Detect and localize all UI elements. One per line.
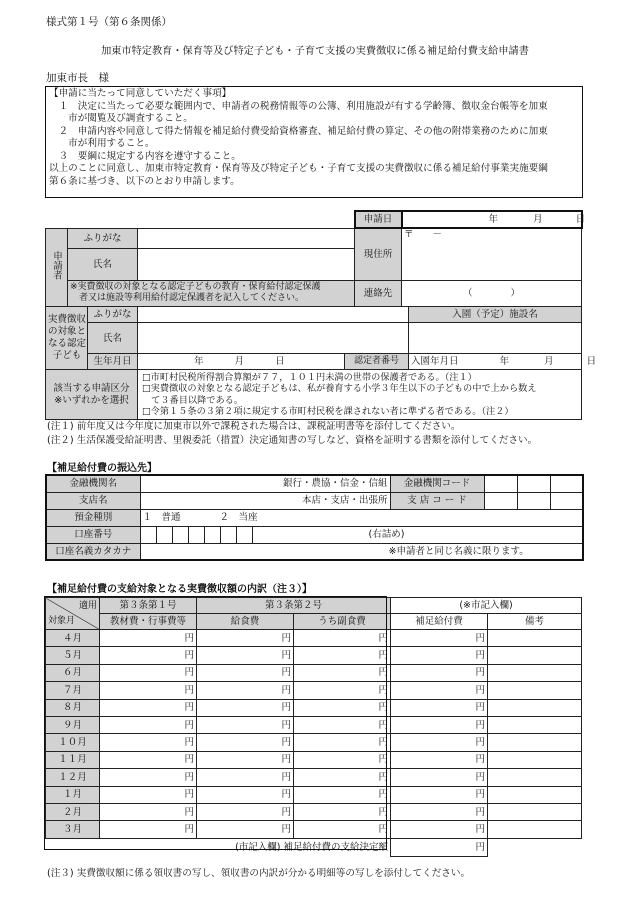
child-furigana-field[interactable] (138, 307, 409, 323)
deposit-option-current[interactable]: ２ 当座 (219, 512, 258, 523)
materials-amount[interactable]: 円 (100, 803, 197, 820)
account-right-align-note: (右詰め) (252, 526, 583, 543)
consent-closing: 以上のことに同意し、加東市特定教育・保育等及び特定子ども・子育て支援の実費徴収に係る補足給付事業実施要綱 (49, 163, 548, 174)
side-dish-amount[interactable]: 円 (294, 647, 391, 664)
address-label: 現住所 (355, 228, 402, 280)
city-use-header: (※市記入欄) (391, 598, 582, 614)
table-row (46, 821, 582, 838)
materials-amount[interactable]: 円 (100, 821, 197, 838)
form-title: 加東市特定教育・保育等及び特定子ども・子育て支援の実費徴収に係る補足給付費支給申請書 (101, 46, 529, 57)
month-label: ３月 (46, 821, 100, 838)
art3-1-header: 第３条第１号 (100, 598, 197, 614)
addressee: 加東市長 様 (46, 72, 109, 84)
child-furigana-label: ふりがな (88, 307, 138, 323)
meal-amount[interactable]: 円 (197, 699, 294, 716)
consent-heading: 【申請に当たって同意していただく事項】 (49, 88, 232, 99)
branch-code-label: 支 店 コ ー ド (390, 492, 484, 509)
contact-label: 連絡先 (355, 280, 402, 306)
remarks-field[interactable] (488, 751, 582, 768)
materials-amount[interactable]: 円 (100, 734, 197, 751)
category-option-2[interactable]: □実費徴収の対象となる認定子どもは、私が養育する小学３年生以下の子どもの中で上から数え (142, 383, 537, 394)
benefit-amount[interactable]: 円 (391, 630, 488, 647)
child-name-field[interactable] (138, 323, 409, 354)
month-label: ８月 (46, 699, 100, 716)
category-option-1[interactable]: □市町村民税所得割合算額が７７，１０１円未満の世帯の保護者である。（注１） (142, 371, 477, 383)
benefit-amount[interactable]: 円 (391, 647, 488, 664)
side-dish-amount[interactable]: 円 (294, 821, 391, 838)
table-row (46, 786, 582, 803)
month-label: ７月 (46, 682, 100, 699)
category-option-3[interactable]: □令第１５条の３第２項に規定する市町村民税を課されない者に準ずる者である。（注２） (142, 406, 514, 417)
remarks-field[interactable] (488, 734, 582, 751)
meal-header: 給食費 (197, 614, 294, 630)
applicant-note: ※実費徴収の対象となる認定子どもの教育・保育給付認定保護 者又は施設等利用給付認定保護者を記入してください。 (68, 280, 355, 306)
meal-amount[interactable]: 円 (197, 734, 294, 751)
account-number-label: 口座番号 (46, 526, 140, 543)
branch-code-digit[interactable] (484, 492, 517, 509)
remarks-field[interactable] (488, 716, 582, 733)
facility-field[interactable] (409, 323, 582, 354)
materials-amount[interactable]: 円 (100, 699, 197, 716)
category-options (138, 370, 582, 420)
side-dish-amount[interactable]: 円 (294, 699, 391, 716)
month-label: １２月 (46, 769, 100, 786)
branch-code-digit[interactable] (550, 492, 583, 509)
bank-code-label: 金融機関コード (390, 475, 484, 492)
consent-item-1: １ 決定に当たって必要な範囲内で、申請者の税務情報等の公簿、利用施設が有する学齢簿、徴収金台帳等を加東 (49, 100, 548, 112)
bank-name-label: 金融機関名 (46, 475, 140, 492)
note-3: (注３) 実費徴収額に係る領収書の写し、領収書の内訳が分かる明細等の写しを添付してください。 (47, 868, 471, 879)
bank-table (45, 474, 584, 561)
entry-date-field[interactable]: 入園年月日 年 月 日 (409, 354, 582, 370)
table-row (46, 751, 582, 768)
side-dish-header: うち副食費 (294, 614, 391, 630)
month-label: ６月 (46, 664, 100, 681)
dob-label: 生年月日 (88, 354, 138, 370)
bank-code-digit[interactable] (550, 475, 583, 492)
remarks-header: 備考 (488, 614, 582, 630)
account-digit[interactable] (204, 526, 220, 543)
meal-amount[interactable]: 円 (197, 751, 294, 768)
benefit-header: 補足給付費 (391, 614, 488, 630)
materials-amount[interactable]: 円 (100, 664, 197, 681)
account-digit[interactable] (172, 526, 188, 543)
materials-amount[interactable]: 円 (100, 786, 197, 803)
breakdown-heading: 【補足給付費の支給対象となる実費徴収額の内訳（注３）】 (47, 584, 312, 595)
table-row (46, 734, 582, 751)
side-dish-amount[interactable]: 円 (294, 664, 391, 681)
decision-amount[interactable]: 円 (391, 838, 488, 856)
bank-name-field[interactable]: 銀行・農協・信金・信組 (140, 475, 390, 492)
account-holder-label: 口座名義カタカナ (46, 543, 140, 560)
art3-2-header: 第３条第２号 (197, 598, 391, 614)
remarks-field[interactable] (488, 699, 582, 716)
month-label: １１月 (46, 751, 100, 768)
meal-amount[interactable]: 円 (197, 716, 294, 733)
applicant-furigana-label: ふりがな (68, 228, 138, 248)
meal-amount[interactable]: 円 (197, 821, 294, 838)
category-label: 該当する申請区分 ※いずれかを選択 (46, 370, 138, 420)
applicant-name-field[interactable] (138, 248, 355, 280)
side-dish-amount[interactable]: 円 (294, 682, 391, 699)
side-dish-amount[interactable]: 円 (294, 716, 391, 733)
side-dish-amount[interactable]: 円 (294, 786, 391, 803)
month-label: １月 (46, 786, 100, 803)
table-row (46, 769, 582, 786)
benefit-amount[interactable]: 円 (391, 716, 488, 733)
applicant-side-label: 申請者 (46, 228, 68, 306)
table-row (46, 647, 582, 664)
remarks-field[interactable] (488, 803, 582, 820)
benefit-amount[interactable]: 円 (391, 699, 488, 716)
account-digit[interactable] (156, 526, 172, 543)
remarks-field[interactable] (488, 786, 582, 803)
deposit-option-ordinary[interactable]: １ 普通 (142, 512, 181, 523)
note-2: (注２) 生活保護受給証明書、里親委託（措置）決定通知書の写しなど、資格を証明する書類を添付してください。 (47, 435, 538, 446)
account-digit[interactable] (220, 526, 236, 543)
remarks-field[interactable] (488, 630, 582, 647)
remarks-field[interactable] (488, 664, 582, 681)
account-digit[interactable] (188, 526, 204, 543)
month-label: ２月 (46, 803, 100, 820)
materials-amount[interactable]: 円 (100, 647, 197, 664)
application-date-label: 申請日 (355, 211, 402, 228)
bank-code-digit[interactable] (484, 475, 517, 492)
applicant-furigana-field[interactable] (138, 228, 355, 248)
month-label: ９月 (46, 716, 100, 733)
meal-amount[interactable]: 円 (197, 786, 294, 803)
table-row (46, 803, 582, 820)
benefit-amount[interactable]: 円 (391, 821, 488, 838)
child-name-label: 氏名 (88, 323, 138, 354)
address-field[interactable]: 〒 － (402, 228, 582, 280)
consent-box (45, 86, 583, 198)
child-side-label: 実費徴収の対象となる認定子ども (46, 307, 88, 370)
consent-closing-cont: 第６条に基づき、以下のとおり申請します。 (49, 175, 240, 187)
side-dish-amount[interactable]: 円 (294, 630, 391, 647)
table-row (46, 716, 582, 733)
account-digit[interactable] (140, 526, 156, 543)
category-option-2-cont: て３番目以降である。 (142, 394, 244, 406)
materials-amount[interactable]: 円 (100, 630, 197, 647)
benefit-amount[interactable]: 円 (391, 769, 488, 786)
benefit-amount[interactable]: 円 (391, 682, 488, 699)
dob-field[interactable]: 年 月 日 (138, 354, 345, 370)
account-digit[interactable] (236, 526, 252, 543)
application-date-field[interactable]: 年 月 日 (402, 211, 582, 228)
decision-label: (市記入欄) 補足給付費の支給決定額 (46, 838, 391, 856)
table-row (46, 630, 582, 647)
consent-item-2-cont: 市が利用すること。 (49, 138, 155, 149)
meal-amount[interactable]: 円 (197, 664, 294, 681)
meal-amount[interactable]: 円 (197, 647, 294, 664)
side-dish-amount[interactable]: 円 (294, 803, 391, 820)
table-row (46, 682, 582, 699)
benefit-amount[interactable]: 円 (391, 786, 488, 803)
materials-header: 教材費・行事費等 (100, 614, 197, 630)
month-label: ４月 (46, 630, 100, 647)
deposit-type-label: 預金種別 (46, 509, 140, 526)
contact-field[interactable]: （ ） (402, 280, 582, 306)
benefit-amount[interactable]: 円 (391, 803, 488, 820)
materials-amount[interactable]: 円 (100, 751, 197, 768)
deposit-type-field[interactable] (140, 509, 583, 526)
form-number: 様式第１号（第６条関係） (46, 16, 172, 28)
note-1: (注１) 前年度又は今年度に加東市以外で課税された場合は、課税証明書等を添付してください。 (47, 421, 461, 432)
remarks-field[interactable] (488, 821, 582, 838)
applicant-name-label: 氏名 (68, 248, 138, 280)
remarks-field[interactable] (488, 769, 582, 786)
applicant-table (45, 210, 586, 307)
month-label: １０月 (46, 734, 100, 751)
facility-label: 入園（予定）施設名 (409, 307, 582, 323)
account-holder-field[interactable]: ※申請者と同じ名義に限ります。 (140, 543, 583, 560)
side-dish-amount[interactable]: 円 (294, 734, 391, 751)
materials-amount[interactable]: 円 (100, 716, 197, 733)
month-label: ５月 (46, 647, 100, 664)
branch-code-digit[interactable] (517, 492, 550, 509)
side-dish-amount[interactable]: 円 (294, 769, 391, 786)
breakdown-table (45, 597, 582, 857)
meal-amount[interactable]: 円 (197, 682, 294, 699)
consent-item-1-cont: 市が閲覧及び調査すること。 (49, 113, 193, 124)
remarks-field[interactable] (488, 682, 582, 699)
side-dish-amount[interactable]: 円 (294, 751, 391, 768)
meal-amount[interactable]: 円 (197, 769, 294, 786)
bank-heading: 【補足給付費の振込先】 (47, 463, 157, 474)
cert-no-label: 認定者番号 (345, 354, 409, 370)
branch-name-label: 支店名 (46, 492, 140, 509)
table-row (46, 699, 582, 716)
benefit-amount[interactable]: 円 (391, 734, 488, 751)
child-table (45, 306, 597, 420)
consent-item-3: ３ 要綱に規定する内容を遵守すること。 (49, 150, 241, 162)
meal-amount[interactable]: 円 (197, 803, 294, 820)
materials-amount[interactable]: 円 (100, 769, 197, 786)
materials-amount[interactable]: 円 (100, 682, 197, 699)
benefit-amount[interactable]: 円 (391, 664, 488, 681)
consent-item-2: ２ 申請内容や同意して得た情報を補足給付費受給資格審査、補足給付費の算定、その他の附帯業務のために加東 (49, 125, 548, 137)
meal-amount[interactable]: 円 (197, 630, 294, 647)
bank-code-digit[interactable] (517, 475, 550, 492)
benefit-amount[interactable]: 円 (391, 751, 488, 768)
diag-header-cell: 適用 対象月 (46, 598, 100, 630)
table-row (46, 664, 582, 681)
remarks-field[interactable] (488, 647, 582, 664)
branch-name-field[interactable]: 本店・支店・出張所 (140, 492, 390, 509)
